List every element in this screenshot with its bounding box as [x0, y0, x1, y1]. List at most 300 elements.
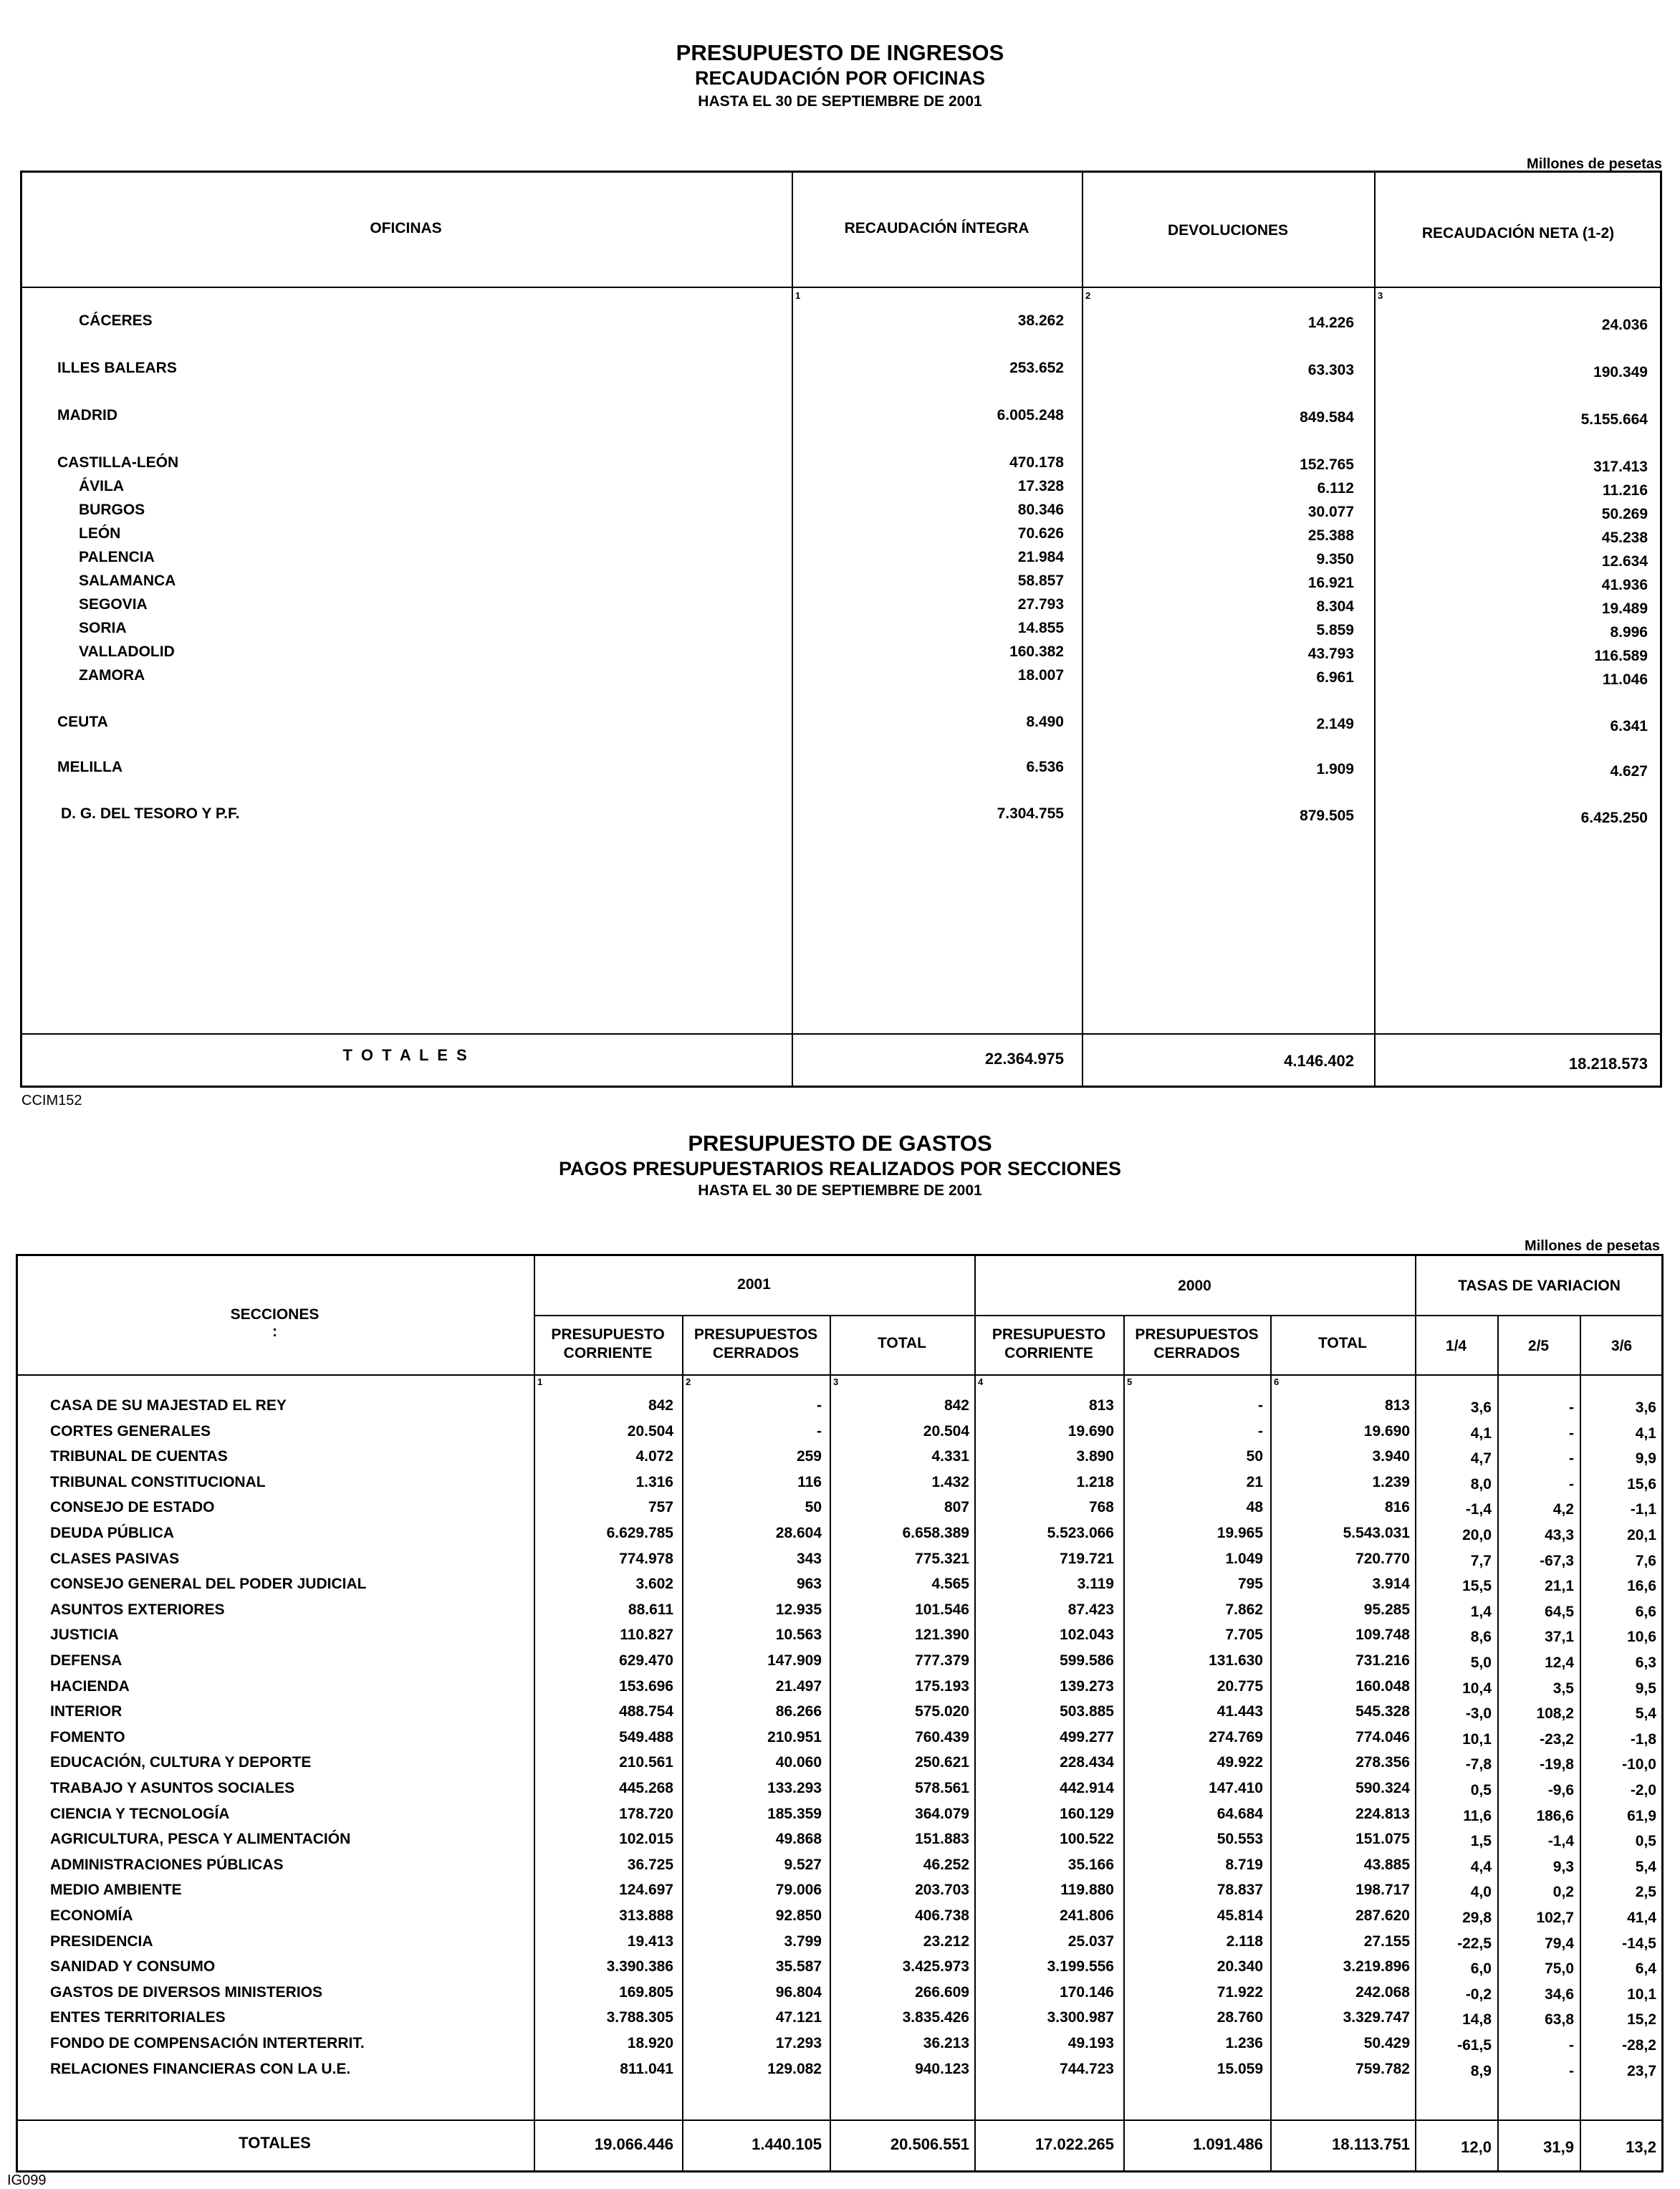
- ingresos-cell: 6.425.250: [1580, 810, 1648, 826]
- gastos-cell: 1.316: [635, 1474, 673, 1490]
- gastos-row-label: ECONOMÍA: [50, 1907, 133, 1924]
- gastos-cell: 28.604: [775, 1525, 822, 1541]
- gastos-cell: 8,0: [1470, 1476, 1492, 1493]
- gastos-cell: 170.146: [1060, 1984, 1114, 2001]
- ingresos-cell: 17.328: [1017, 478, 1064, 494]
- gastos-total-cell: 13,2: [1626, 2138, 1656, 2156]
- gastos-cell: 10,1: [1462, 1731, 1492, 1748]
- gastos-cell: -1,8: [1630, 1731, 1656, 1748]
- ingresos-code: CCIM152: [21, 1093, 82, 1108]
- ingresos-cell: 9.350: [1316, 551, 1354, 567]
- gastos-cell: 78.837: [1216, 1882, 1263, 1898]
- gastos-cell: 10,6: [1627, 1629, 1656, 1645]
- gastos-cell: 102,7: [1536, 1910, 1574, 1926]
- gastos-row-label: ENTES TERRITORIALES: [50, 2009, 226, 2026]
- gastos-cell: 3.219.896: [1343, 1958, 1410, 1975]
- gastos-cell: 4.072: [635, 1448, 673, 1465]
- gastos-cell: 807: [944, 1499, 969, 1515]
- gastos-cell: 406.738: [915, 1907, 969, 1924]
- gastos-cell: 287.620: [1355, 1907, 1410, 1924]
- ingresos-cell: 18.007: [1017, 667, 1064, 684]
- ingresos-cell: 14.855: [1017, 620, 1064, 636]
- gastos-cell: 774.046: [1355, 1729, 1410, 1745]
- gastos-total-cell: 1.440.105: [752, 2135, 822, 2153]
- gastos-sub-rate-3-6: 3/6: [1611, 1338, 1633, 1354]
- ingresos-cell: 6.961: [1316, 669, 1354, 686]
- gastos-cell: 15,6: [1627, 1476, 1656, 1493]
- gastos-cell: 43,3: [1545, 1527, 1574, 1543]
- gastos-cell: 777.379: [915, 1652, 969, 1669]
- ingresos-cell: 70.626: [1017, 525, 1064, 542]
- gastos-cell: 274.769: [1209, 1729, 1263, 1745]
- gastos-cell: 813: [1088, 1397, 1114, 1414]
- gastos-sub-rate-1-4: 1/4: [1445, 1338, 1467, 1354]
- gastos-cell: 343: [796, 1551, 822, 1567]
- gastos-row-label: AGRICULTURA, PESCA Y ALIMENTACIÓN: [50, 1831, 351, 1847]
- gastos-cell: 49.922: [1216, 1754, 1263, 1771]
- gastos-cell: 963: [796, 1576, 822, 1592]
- gastos-cell: -7,8: [1465, 1756, 1492, 1773]
- gastos-cell: 75,0: [1545, 1960, 1574, 1977]
- ingresos-total-devoluciones: 4.146.402: [1284, 1052, 1354, 1070]
- gastos-cell: 842: [648, 1397, 673, 1414]
- gastos-cell: 5,0: [1470, 1654, 1492, 1671]
- gastos-row-label: HACIENDA: [50, 1678, 130, 1695]
- gastos-cell: -: [817, 1423, 822, 1440]
- ingresos-cell: 24.036: [1601, 317, 1648, 333]
- gastos-cell: 131.630: [1209, 1652, 1263, 1669]
- gastos-row-label: CORTES GENERALES: [50, 1423, 211, 1440]
- gastos-cell: 3.940: [1372, 1448, 1410, 1465]
- gastos-cell: 9,3: [1552, 1859, 1574, 1875]
- gastos-cell: 488.754: [619, 1703, 673, 1720]
- gastos-cell: 811.041: [620, 2061, 673, 2077]
- gastos-cell: 88.611: [628, 1601, 673, 1618]
- ingresos-title: PRESUPUESTO DE INGRESOS: [676, 40, 1004, 65]
- gastos-cell: 151.075: [1355, 1831, 1410, 1847]
- gastos-row-label: MEDIO AMBIENTE: [50, 1882, 182, 1898]
- gastos-cell: 9,5: [1635, 1680, 1656, 1697]
- ingresos-header-oficinas: OFICINAS: [370, 220, 442, 236]
- gastos-cell: -1,4: [1465, 1501, 1492, 1518]
- gastos-sub-pcerr-2001: PRESUPUESTOS CERRADOS: [693, 1326, 818, 1361]
- gastos-cell: 79,4: [1545, 1935, 1574, 1952]
- gastos-cell: 19.965: [1216, 1525, 1263, 1541]
- gastos-cell: 6.658.389: [902, 1525, 969, 1541]
- gastos-cell: -28,2: [1622, 2037, 1656, 2054]
- ingresos-cell: 41.936: [1601, 577, 1648, 593]
- gastos-colnum-1: 1: [537, 1376, 543, 1387]
- ingresos-cell: 38.262: [1017, 312, 1064, 329]
- gastos-cell: 1.049: [1225, 1551, 1263, 1567]
- ingresos-row-label: BURGOS: [79, 502, 145, 518]
- gastos-cell: 20.775: [1216, 1678, 1263, 1695]
- gastos-cell: 139.273: [1060, 1678, 1114, 1695]
- gastos-cell: 775.321: [915, 1551, 969, 1567]
- gastos-cell: 25.037: [1067, 1933, 1114, 1950]
- gastos-cell: -: [1258, 1423, 1263, 1440]
- ingresos-cell: 16.921: [1307, 575, 1354, 591]
- ingresos-cell: 470.178: [1009, 454, 1064, 471]
- gastos-row-label: INTERIOR: [50, 1703, 123, 1720]
- gastos-cell: 15.059: [1216, 2061, 1263, 2077]
- gastos-cell: 224.813: [1355, 1806, 1410, 1822]
- gastos-cell: 37,1: [1545, 1629, 1574, 1645]
- ingresos-row-label: PALENCIA: [79, 549, 155, 565]
- gastos-row-label: CASA DE SU MAJESTAD EL REY: [50, 1397, 287, 1414]
- gastos-cell: 5.543.031: [1343, 1525, 1410, 1541]
- gastos-cell: 7,7: [1470, 1553, 1492, 1569]
- gastos-cell: -67,3: [1540, 1553, 1574, 1569]
- gastos-cell: 96.804: [775, 1984, 822, 2001]
- ingresos-cell: 2.149: [1316, 716, 1354, 732]
- ingresos-cell: 6.341: [1610, 718, 1648, 734]
- ingresos-cell: 8.996: [1610, 624, 1648, 641]
- gastos-total-cell: 19.066.446: [594, 2135, 673, 2153]
- gastos-cell: 12,4: [1545, 1654, 1574, 1671]
- gastos-row-label: FOMENTO: [50, 1729, 125, 1745]
- gastos-cell: 147.410: [1209, 1780, 1263, 1796]
- gastos-cell: 116: [797, 1474, 822, 1490]
- ingresos-cell: 25.388: [1307, 527, 1354, 544]
- ingresos-row-label: SALAMANCA: [79, 573, 176, 589]
- gastos-cell: 17.293: [775, 2035, 822, 2051]
- ingresos-header-recaudacion-integra: RECAUDACIÓN ÍNTEGRA: [844, 220, 1029, 236]
- gastos-cell: 8.719: [1225, 1857, 1263, 1873]
- gastos-cell: 21,1: [1545, 1578, 1574, 1594]
- gastos-cell: 3,6: [1470, 1399, 1492, 1416]
- gastos-cell: 64,5: [1545, 1604, 1574, 1620]
- gastos-date: HASTA EL 30 DE SEPTIEMBRE DE 2001: [698, 1182, 982, 1199]
- gastos-cell: 21: [1246, 1474, 1263, 1490]
- gastos-cell: 133.293: [767, 1780, 822, 1796]
- gastos-cell: 20.504: [627, 1423, 673, 1440]
- gastos-cell: 842: [944, 1397, 969, 1414]
- ingresos-cell: 4.627: [1610, 763, 1648, 780]
- gastos-cell: 9.527: [784, 1857, 822, 1873]
- gastos-cell: 41.443: [1216, 1703, 1263, 1720]
- gastos-cell: 757: [648, 1499, 673, 1515]
- ingresos-row-label: VALLADOLID: [79, 643, 175, 660]
- ingresos-row-label: MELILLA: [57, 759, 123, 775]
- ingresos-totals-label: T O T A L E S: [342, 1046, 469, 1064]
- gastos-cell: 64.684: [1216, 1806, 1263, 1822]
- gastos-cell: 3,6: [1635, 1399, 1656, 1416]
- gastos-cell: 153.696: [619, 1678, 673, 1695]
- gastos-cell: 71.922: [1216, 1984, 1263, 2001]
- gastos-cell: 10,1: [1627, 1986, 1656, 2003]
- ingresos-cell: 21.984: [1017, 549, 1064, 565]
- ingresos-header-devoluciones: DEVOLUCIONES: [1167, 222, 1289, 239]
- gastos-cell: 34,6: [1545, 1986, 1574, 2003]
- gastos-cell: 121.390: [915, 1627, 969, 1643]
- gastos-cell: 813: [1384, 1397, 1410, 1414]
- gastos-cell: 6,0: [1470, 1960, 1492, 1977]
- ingresos-unit: Millones de pesetas: [1527, 156, 1662, 172]
- gastos-cell: 110.827: [620, 1627, 673, 1643]
- gastos-cell: 109.748: [1355, 1627, 1410, 1643]
- gastos-row-label: TRIBUNAL DE CUENTAS: [50, 1448, 228, 1465]
- gastos-cell: 7,6: [1635, 1553, 1656, 1569]
- gastos-cell: 599.586: [1060, 1652, 1114, 1669]
- ingresos-colnum-2: 2: [1085, 290, 1091, 301]
- gastos-cell: 108,2: [1536, 1705, 1574, 1722]
- gastos-cell: 185.359: [767, 1806, 822, 1822]
- gastos-cell: 20,0: [1462, 1527, 1492, 1543]
- ingresos-cell: 11.216: [1602, 482, 1648, 499]
- gastos-cell: 21.497: [775, 1678, 822, 1695]
- gastos-cell: 4,0: [1470, 1884, 1492, 1900]
- ingresos-cell: 6.112: [1317, 480, 1354, 497]
- gastos-cell: 8,6: [1470, 1629, 1492, 1645]
- ingresos-cell: 45.238: [1601, 530, 1648, 546]
- gastos-cell: 499.277: [1060, 1729, 1114, 1745]
- ingresos-cell: 12.634: [1601, 553, 1648, 570]
- ingresos-row-label: D. G. DEL TESORO Y P.F.: [61, 805, 240, 822]
- gastos-cell: 29,8: [1462, 1910, 1492, 1926]
- gastos-cell: 100.522: [1060, 1831, 1114, 1847]
- gastos-cell: 92.850: [775, 1907, 822, 1924]
- gastos-cell: 23.212: [923, 1933, 969, 1950]
- gastos-row-label: JUSTICIA: [50, 1627, 119, 1643]
- gastos-row-label: PRESIDENCIA: [50, 1933, 153, 1950]
- gastos-cell: 744.723: [1060, 2061, 1114, 2077]
- ingresos-subtitle: RECAUDACIÓN POR OFICINAS: [694, 67, 985, 89]
- gastos-cell: 15,5: [1462, 1578, 1492, 1594]
- gastos-cell: 795: [1237, 1576, 1263, 1592]
- gastos-cell: -2,0: [1630, 1782, 1656, 1798]
- gastos-header-secciones: SECCIONES: [230, 1306, 320, 1323]
- ingresos-row-label: CEUTA: [57, 714, 108, 730]
- gastos-cell: 445.268: [619, 1780, 673, 1796]
- gastos-sub-rate-2-5: 2/5: [1527, 1338, 1550, 1354]
- gastos-cell: 3.799: [784, 1933, 822, 1950]
- gastos-cell: 4.565: [931, 1576, 969, 1592]
- gastos-cell: 119.880: [1060, 1882, 1114, 1898]
- gastos-cell: 28.760: [1216, 2009, 1263, 2026]
- gastos-cell: 210.951: [767, 1729, 822, 1745]
- gastos-cell: 10,4: [1462, 1680, 1492, 1697]
- gastos-cell: 1,4: [1470, 1604, 1492, 1620]
- gastos-cell: 16,6: [1627, 1578, 1656, 1594]
- gastos-cell: 36.213: [923, 2035, 969, 2051]
- gastos-cell: 259: [796, 1448, 822, 1465]
- gastos-row-label: DEFENSA: [50, 1652, 123, 1669]
- gastos-code: IG099: [7, 2173, 47, 2188]
- ingresos-cell: 8.304: [1316, 598, 1354, 615]
- gastos-cell: 4,4: [1470, 1859, 1492, 1875]
- gastos-cell: 61,9: [1627, 1808, 1656, 1824]
- gastos-cell: 3,5: [1552, 1680, 1574, 1697]
- gastos-total-cell: 1.091.486: [1193, 2135, 1263, 2153]
- gastos-row-label: FONDO DE COMPENSACIÓN INTERTERRIT.: [50, 2035, 365, 2051]
- gastos-cell: 20.504: [923, 1423, 969, 1440]
- gastos-cell: 210.561: [619, 1754, 673, 1771]
- gastos-cell: 4.331: [931, 1448, 969, 1465]
- gastos-cell: 5,4: [1635, 1705, 1656, 1722]
- gastos-cell: 0,5: [1635, 1833, 1656, 1849]
- gastos-cell: 101.546: [915, 1601, 969, 1618]
- gastos-cell: -22,5: [1457, 1935, 1492, 1952]
- gastos-cell: 175.193: [915, 1678, 969, 1695]
- gastos-row-label: GASTOS DE DIVERSOS MINISTERIOS: [50, 1984, 323, 2001]
- gastos-cell: 7.705: [1225, 1627, 1263, 1643]
- gastos-cell: 0,2: [1552, 1884, 1574, 1900]
- gastos-cell: 7.862: [1225, 1601, 1263, 1618]
- gastos-cell: -1,1: [1630, 1501, 1656, 1518]
- gastos-cell: 18.920: [627, 2035, 673, 2051]
- gastos-cell: 731.216: [1355, 1652, 1410, 1669]
- gastos-cell: 4,1: [1635, 1425, 1656, 1442]
- ingresos-cell: 19.489: [1601, 600, 1648, 617]
- gastos-row-label: TRABAJO Y ASUNTOS SOCIALES: [50, 1780, 295, 1796]
- gastos-cell: 3.914: [1372, 1576, 1410, 1592]
- gastos-cell: 1.432: [931, 1474, 969, 1490]
- gastos-row-label: EDUCACIÓN, CULTURA Y DEPORTE: [50, 1754, 312, 1771]
- gastos-header-year-2000: 2000: [1178, 1278, 1211, 1294]
- gastos-cell: 629.470: [619, 1652, 673, 1669]
- ingresos-row-label: CÁCERES: [79, 312, 153, 329]
- gastos-cell: -19,8: [1540, 1756, 1574, 1773]
- ingresos-row-label: ZAMORA: [79, 667, 145, 684]
- gastos-row-label: ASUNTOS EXTERIORES: [50, 1601, 225, 1618]
- gastos-cell: 590.324: [1355, 1780, 1410, 1796]
- gastos-cell: 3.300.987: [1047, 2009, 1114, 2026]
- gastos-cell: 1.218: [1076, 1474, 1114, 1490]
- ingresos-cell: 11.046: [1602, 671, 1648, 688]
- gastos-cell: 46.252: [923, 1857, 969, 1873]
- gastos-cell: 63,8: [1545, 2011, 1574, 2028]
- ingresos-cell: 160.382: [1009, 643, 1064, 660]
- gastos-cell: 6,4: [1635, 1960, 1656, 1977]
- ingresos-cell: 317.413: [1593, 459, 1648, 475]
- gastos-colnum-6: 6: [1274, 1376, 1280, 1387]
- gastos-cell: -10,0: [1622, 1756, 1656, 1773]
- ingresos-cell: 7.304.755: [997, 805, 1064, 822]
- ingresos-cell: 80.346: [1017, 502, 1064, 518]
- gastos-cell: 23,7: [1627, 2063, 1656, 2079]
- gastos-header-year-2001: 2001: [737, 1276, 771, 1293]
- gastos-cell: 49.193: [1067, 2035, 1114, 2051]
- gastos-cell: 160.129: [1060, 1806, 1114, 1822]
- gastos-cell: 147.909: [767, 1652, 822, 1669]
- gastos-cell: 6,6: [1635, 1604, 1656, 1620]
- gastos-cell: 79.006: [775, 1882, 822, 1898]
- gastos-cell: 228.434: [1060, 1754, 1114, 1771]
- ingresos-cell: 8.490: [1026, 714, 1064, 730]
- gastos-sub-pc-2001: PRESUPUESTO CORRIENTE: [551, 1326, 665, 1361]
- gastos-cell: 242.068: [1355, 1984, 1410, 2001]
- gastos-header-colon: :: [272, 1323, 277, 1340]
- gastos-sub-pc-2000: PRESUPUESTO CORRIENTE: [992, 1326, 1106, 1361]
- gastos-cell: 3.390.386: [606, 1958, 673, 1975]
- gastos-cell: 12.935: [775, 1601, 822, 1618]
- gastos-cell: 45.814: [1216, 1907, 1263, 1924]
- gastos-cell: 4,2: [1552, 1501, 1574, 1518]
- gastos-cell: 2.118: [1226, 1933, 1263, 1950]
- gastos-cell: 178.720: [619, 1806, 673, 1822]
- ingresos-header-recaudacion-neta: RECAUDACIÓN NETA (1-2): [1421, 225, 1615, 241]
- gastos-cell: -23,2: [1540, 1731, 1574, 1748]
- ingresos-cell: 27.793: [1017, 596, 1064, 613]
- gastos-cell: 47.121: [775, 2009, 822, 2026]
- gastos-cell: 5,4: [1635, 1859, 1656, 1875]
- gastos-row-label: CIENCIA Y TECNOLOGÍA: [50, 1806, 230, 1822]
- gastos-sub-total-2000: TOTAL: [1317, 1335, 1368, 1351]
- gastos-cell: 549.488: [619, 1729, 673, 1745]
- gastos-cell: 241.806: [1060, 1907, 1114, 1924]
- gastos-row-label: CONSEJO DE ESTADO: [50, 1499, 215, 1515]
- gastos-total-cell: 18.113.751: [1332, 2135, 1410, 2153]
- gastos-cell: 4,7: [1470, 1450, 1492, 1467]
- gastos-sub-total-2001: TOTAL: [877, 1335, 927, 1351]
- gastos-cell: 3.199.556: [1047, 1958, 1114, 1975]
- gastos-cell: 50: [805, 1499, 822, 1515]
- gastos-total-cell: 12,0: [1461, 2138, 1492, 2156]
- gastos-cell: 1,5: [1470, 1833, 1492, 1849]
- gastos-subtitle: PAGOS PRESUPUESTARIOS REALIZADOS POR SECCIONES: [558, 1158, 1122, 1179]
- ingresos-row-label: SORIA: [79, 620, 127, 636]
- gastos-cell: 102.043: [1060, 1627, 1114, 1643]
- gastos-cell: 20,1: [1627, 1527, 1656, 1543]
- gastos-row-label: ADMINISTRACIONES PÚBLICAS: [50, 1857, 284, 1873]
- gastos-cell: -61,5: [1457, 2037, 1492, 2054]
- gastos-cell: -: [1569, 2037, 1574, 2054]
- gastos-cell: -14,5: [1622, 1935, 1656, 1952]
- gastos-cell: -1,4: [1547, 1833, 1574, 1849]
- gastos-cell: 86.266: [775, 1703, 822, 1720]
- ingresos-row-label: SEGOVIA: [79, 596, 148, 613]
- ingresos-row-label: MADRID: [57, 407, 117, 423]
- gastos-cell: 27.155: [1363, 1933, 1410, 1950]
- gastos-cell: 41,4: [1627, 1910, 1656, 1926]
- gastos-row-label: CLASES PASIVAS: [50, 1551, 180, 1567]
- gastos-sub-pcerr-2000: PRESUPUESTOS CERRADOS: [1135, 1326, 1259, 1361]
- gastos-cell: 4,1: [1470, 1425, 1492, 1442]
- gastos-cell: 14,8: [1462, 2011, 1492, 2028]
- gastos-cell: 6,3: [1635, 1654, 1656, 1671]
- gastos-cell: 3.602: [635, 1576, 673, 1592]
- gastos-cell: 1.236: [1225, 2035, 1263, 2051]
- gastos-cell: 50.429: [1363, 2035, 1410, 2051]
- gastos-cell: -: [817, 1397, 822, 1414]
- gastos-row-label: SANIDAD Y CONSUMO: [50, 1958, 216, 1975]
- gastos-cell: 1.239: [1372, 1474, 1410, 1490]
- ingresos-cell: 63.303: [1307, 362, 1354, 378]
- gastos-cell: 774.978: [619, 1551, 673, 1567]
- gastos-cell: -: [1258, 1397, 1263, 1414]
- gastos-cell: 203.703: [915, 1882, 969, 1898]
- gastos-cell: -: [1569, 1399, 1574, 1416]
- gastos-cell: 578.561: [915, 1780, 969, 1796]
- ingresos-row-label: ÁVILA: [79, 478, 124, 494]
- gastos-cell: 160.048: [1355, 1678, 1410, 1695]
- gastos-header-tasas: TASAS DE VARIACION: [1458, 1278, 1621, 1294]
- gastos-cell: 3.835.426: [902, 2009, 969, 2026]
- gastos-row-label: CONSEJO GENERAL DEL PODER JUDICIAL: [50, 1576, 367, 1592]
- ingresos-cell: 6.005.248: [997, 407, 1064, 423]
- gastos-cell: 2,5: [1635, 1884, 1656, 1900]
- gastos-cell: 20.340: [1216, 1958, 1263, 1975]
- gastos-colnum-2: 2: [686, 1376, 691, 1387]
- gastos-cell: 169.805: [619, 1984, 673, 2001]
- ingresos-date: HASTA EL 30 DE SEPTIEMBRE DE 2001: [698, 93, 982, 110]
- gastos-cell: 250.621: [915, 1754, 969, 1771]
- gastos-cell: 5.523.066: [1047, 1525, 1114, 1541]
- gastos-title: PRESUPUESTO DE GASTOS: [688, 1131, 992, 1156]
- gastos-cell: 124.697: [619, 1882, 673, 1898]
- ingresos-cell: 5.859: [1316, 622, 1354, 638]
